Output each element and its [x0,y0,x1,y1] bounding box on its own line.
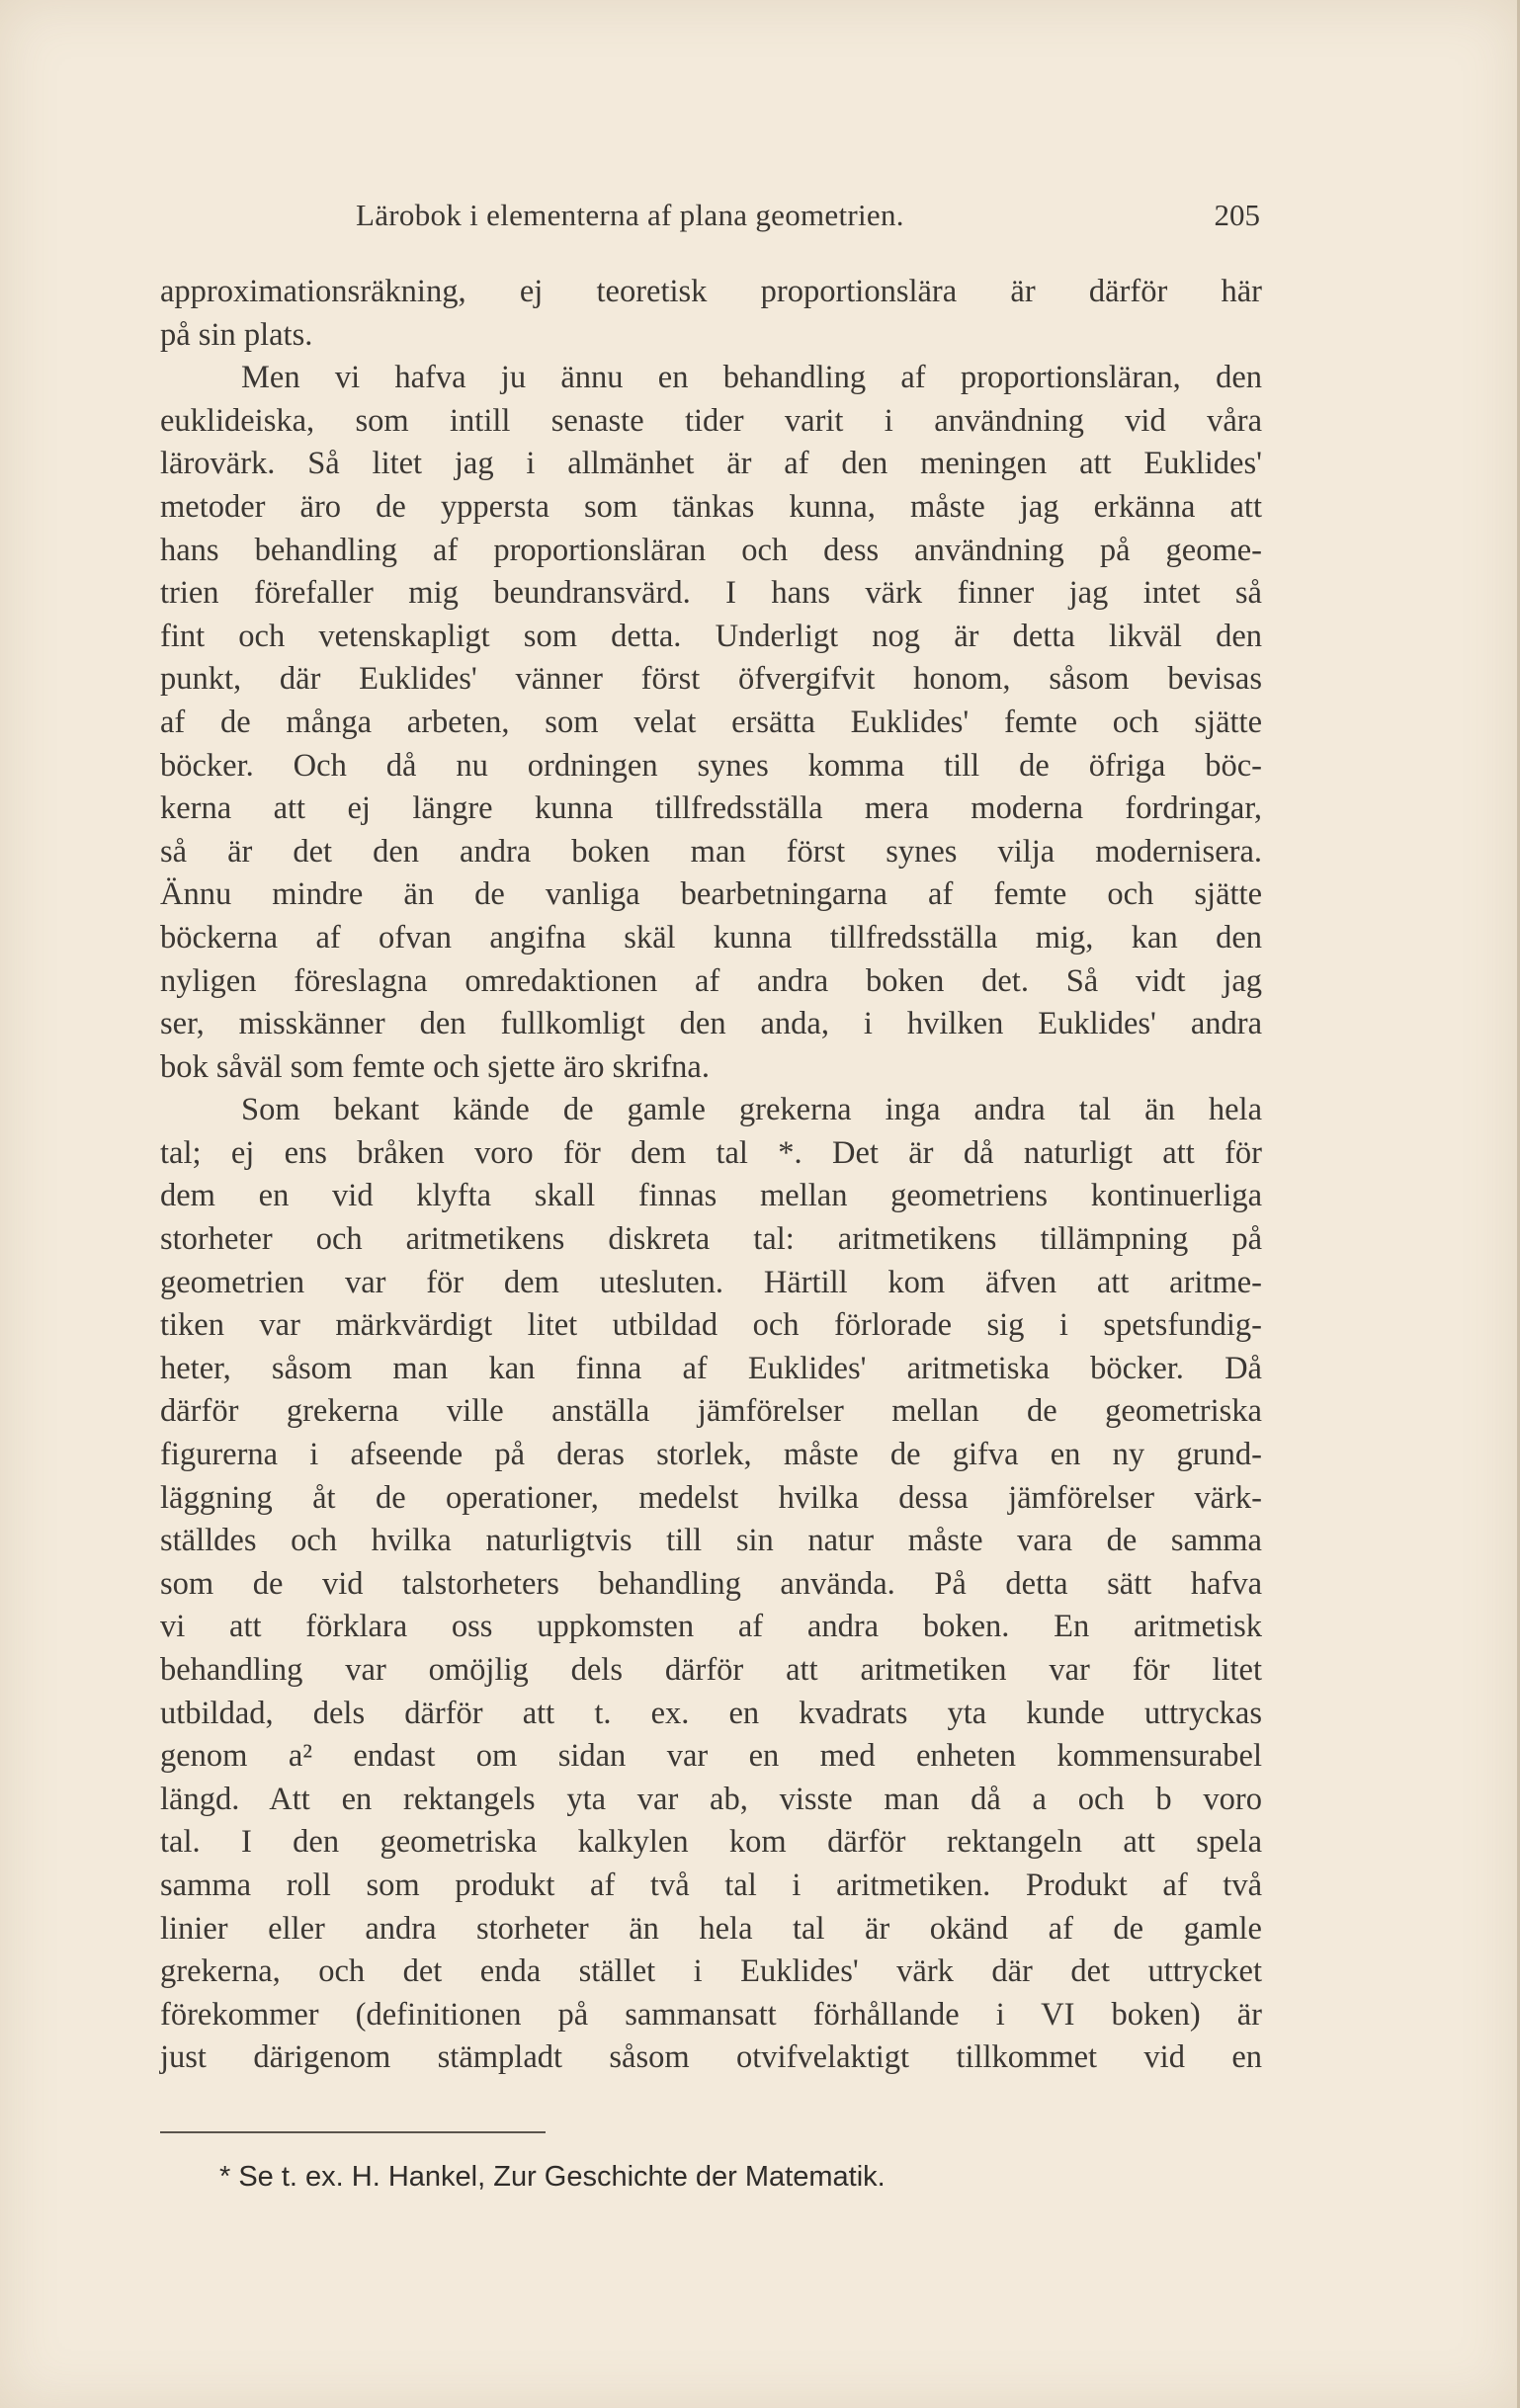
text-line: förekommer (definitionen på sammansatt förhållande i VI boken) är [160,1996,1262,2033]
text-line: längd. Att en rektangels yta var ab, visste man då a och b voro [160,1781,1262,1817]
body-text [160,271,1262,2080]
text-line: heter, såsom man kan finna af Euklides' aritmetiska böcker. Då [160,1350,1262,1386]
text-line: just därigenom stämpladt såsom otvifvelaktigt tillkommet vid en [160,2039,1262,2076]
text-line: tiken var märkvärdigt litet utbildad och förlorade sig i spetsfundig- [160,1307,1262,1344]
text-line: Som bekant kände de gamle grekerna inga andra tal än hela [241,1092,1262,1128]
text-line: böcker. Och då nu ordningen synes komma till de öfriga böc- [160,747,1262,784]
text-line: trien förefaller mig beundransvärd. I hans värk finner jag intet så [160,575,1262,612]
text-line: nyligen föreslagna omredaktionen af andra boken det. Så vidt jag [160,962,1262,999]
text-line: läggning åt de operationer, medelst hvilka dessa jämförelser värk- [160,1479,1262,1516]
text-line: så är det den andra boken man först synes vilja modernisera. [160,833,1262,870]
text-line: utbildad, dels därför att t. ex. en kvadrats yta kunde uttryckas [160,1695,1262,1731]
text-line: behandling var omöjlig dels därför att aritmetiken var för litet [160,1652,1262,1688]
text-line: tal; ej ens bråken voro för dem tal *. Det är då naturligt att för [160,1134,1262,1171]
text-line: lärovärk. Så litet jag i allmänhet är af den meningen att Euklides' [160,446,1262,482]
text-line: Men vi hafva ju ännu en behandling af proportionsläran, den [241,360,1262,396]
text-line: kerna att ej längre kunna tillfredsställa mera moderna fordringar, [160,790,1262,827]
text-line: figurerna i afseende på deras storlek, måste de gifva en ny grund- [160,1437,1262,1473]
text-line: punkt, där Euklides' vänner först öfvergifvit honom, såsom bevisas [160,661,1262,698]
text-line: genom a² endast om sidan var en med enheten kommensurabel [160,1738,1262,1775]
text-line: Ännu mindre än de vanliga bearbetningarna af femte och sjätte [160,876,1262,913]
text-line: fint och vetenskapligt som detta. Underligt nog är detta likväl den [160,618,1262,654]
text-line: därför grekerna ville anställa jämförelser mellan de geometriska [160,1393,1262,1430]
text-line: euklideiska, som intill senaste tider varit i användning vid våra [160,402,1262,439]
text-line: af de många arbeten, som velat ersätta Euklides' femte och sjätte [160,704,1262,740]
text-line: linier eller andra storheter än hela tal är okänd af de gamle [160,1910,1262,1947]
footnote: * Se t. ex. H. Hankel, Zur Geschichte der Matematik. [219,2161,886,2193]
text-line: tal. I den geometriska kalkylen kom därför rektangeln att spela [160,1824,1262,1861]
text-line: bok såväl som femte och sjette äro skrifna. [160,1048,710,1085]
text-line: hans behandling af proportionsläran och dess användning på geome- [160,532,1262,568]
page-number: 205 [1214,198,1260,232]
text-line: samma roll som produkt af två tal i aritmetiken. Produkt af två [160,1867,1262,1903]
text-line: ställdes och hvilka naturligtvis till sin natur måste vara de samma [160,1523,1262,1559]
running-header [356,198,1260,247]
text-line: på sin plats. [160,316,313,353]
text-line: geometrien var för dem utesluten. Härtill kom äfven att aritme- [160,1264,1262,1300]
footnote-rule [160,2131,546,2133]
text-line: böckerna af ofvan angifna skäl kunna tillfredsställa mig, kan den [160,919,1262,955]
text-line: approximationsräkning, ej teoretisk proportionslära är därför här [160,274,1262,309]
text-line: dem en vid klyfta skall finnas mellan geometriens kontinuerliga [160,1178,1262,1214]
text-line: metoder äro de yppersta som tänkas kunna, måste jag erkänna att [160,488,1262,525]
text-line: ser, misskänner den fullkomligt den anda, i hvilken Euklides' andra [160,1006,1262,1042]
text-line: grekerna, och det enda stället i Euklides' värk där det uttrycket [160,1953,1262,1990]
running-title: Lärobok i elementerna af plana geometrien. [356,198,904,232]
text-line: vi att förklara oss uppkomsten af andra boken. En aritmetisk [160,1609,1262,1645]
text-line: storheter och aritmetikens diskreta tal: aritmetikens tillämpning på [160,1221,1262,1258]
text-line: som de vid talstorheters behandling använda. På detta sätt hafva [160,1565,1262,1602]
